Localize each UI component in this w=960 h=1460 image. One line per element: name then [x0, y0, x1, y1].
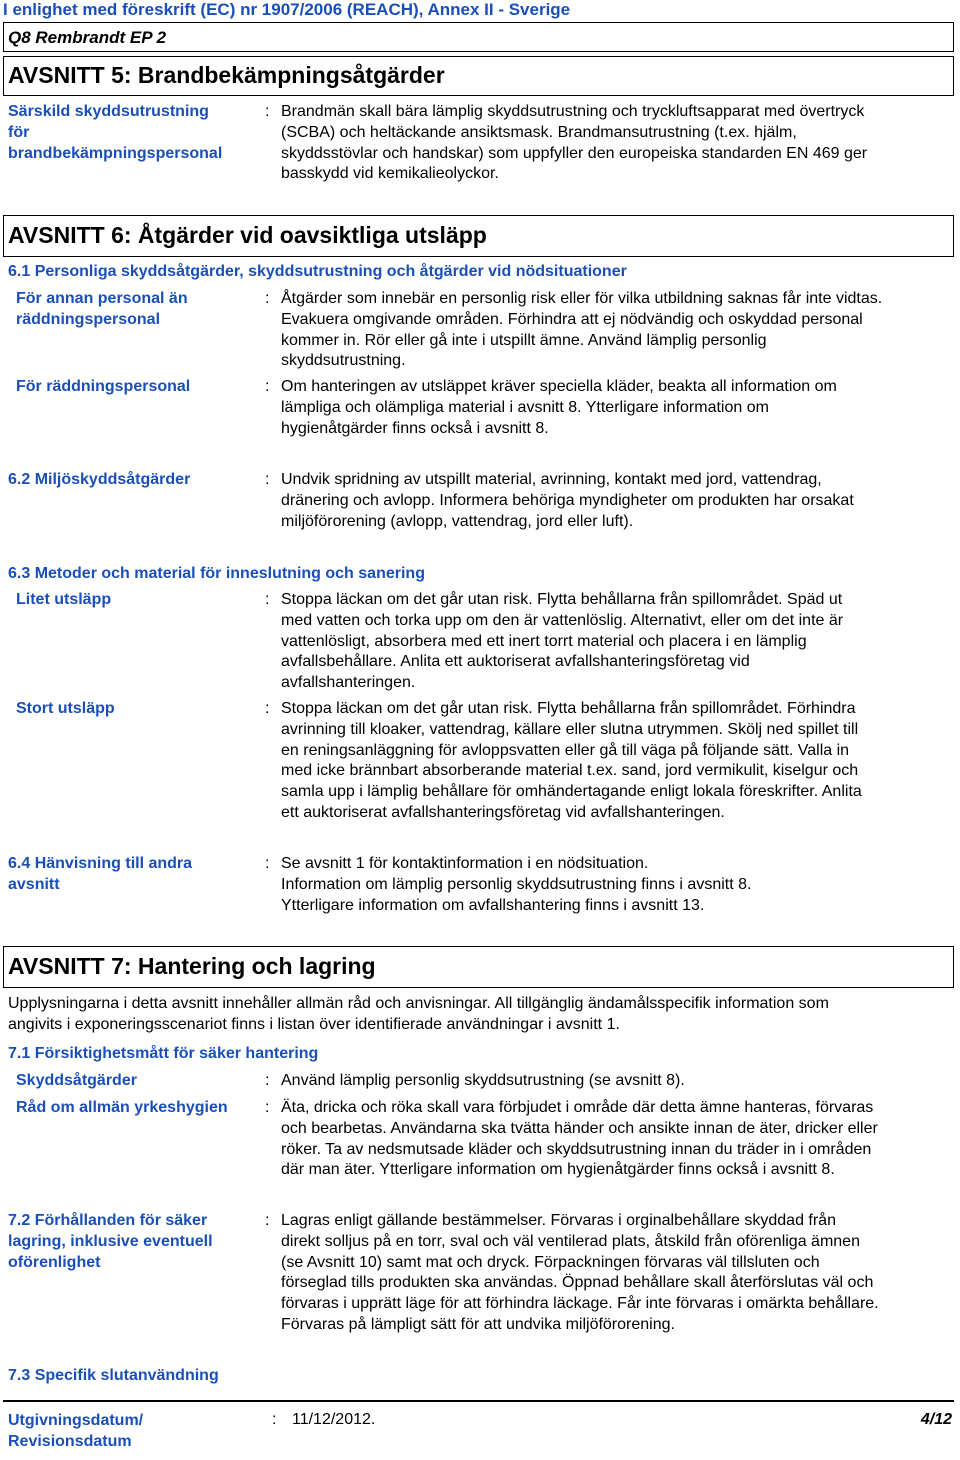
s7-hygiene-label: Råd om allmän yrkeshygien — [16, 1099, 228, 1116]
colon: : — [265, 1072, 270, 1089]
s7-hygiene-text: Äta, dricka och röka skall vara förbjudet i område där detta ämne hanteras, förvaras och bearbetas. Användarna ska tvätta händer och ansikte innan de äter, dricker eller röker. Ta av nedsmutsade kläder och skyddsutrustning innan du träder in i områden där man äter. Ytterligare information om hygienåtgärder finns också i avsnitt 8. — [281, 1099, 878, 1179]
regulation-title: I enlighet med föreskrift (EC) nr 1907/2006 (REACH), Annex II - Sverige — [3, 0, 571, 19]
colon: : — [265, 290, 270, 307]
colon: : — [265, 591, 270, 608]
s6-small-spill-label: Litet utsläpp — [16, 591, 112, 608]
footer-rule — [3, 1400, 954, 1402]
section7-title: AVSNITT 7: Hantering och lagring — [8, 953, 376, 979]
s7-protective-label: Skyddsåtgärder — [16, 1072, 137, 1089]
s6-subheading-6-1: 6.1 Personliga skyddsåtgärder, skyddsutrustning och åtgärder vid nödsituationer — [8, 263, 627, 280]
s7-subheading-7-3: 7.3 Specifik slutanvändning — [8, 1367, 219, 1384]
colon: : — [265, 1099, 270, 1116]
s7-protective-text: Använd lämplig personlig skyddsutrustning (se avsnitt 8). — [281, 1072, 685, 1089]
footer-date: 11/12/2012. — [292, 1411, 376, 1428]
s6-large-spill-label: Stort utsläpp — [16, 700, 115, 717]
page-number: 4/12 — [920, 1411, 952, 1428]
s7-intro-text: Upplysningarna i detta avsnitt innehåller allmän råd och anvisningar. All tillgänglig ändamålsspecifik information som angivits i exponeringsscenariot finns i listan över identifierade användningar i avsnitt 1. — [8, 995, 829, 1033]
s6-large-spill-text: Stoppa läckan om det går utan risk. Flytta behållarna från spillområdet. Förhindra avrinning till kloaker, vattendrag, källare eller slutna utrymmen. Skölj ned spillet till en reningsanläggning för avloppsvatten eller gå till väga på följande sätt. Valla in med icke brännbart absorberande material t.ex. sand, jord vermikulit, kiselgur och samla upp i lämplig behållare för omhändertagande enligt lokala föreskrifter. Anlita ett auktoriserat avfallshanteringsföretag vid avfallshanteringen. — [281, 700, 862, 821]
s6-small-spill-text: Stoppa läckan om det går utan risk. Flytta behållarna från spillområdet. Späd ut med vatten och torka upp om den är vattenlöslig. Alternativt, eller om det inte är vattenlösligt, absorbera med ett inert torrt material och placera i en lämplig avfallsbehållare. Anlita ett auktoriserat avfallshanteringsföretag vid avfallshanteringen. — [281, 591, 844, 692]
s6-reference-label: 6.4 Hänvisning till andra avsnitt — [8, 855, 193, 893]
s6-subheading-6-3: 6.3 Metoder och material för inneslutning och sanering — [8, 565, 425, 582]
s6-env-text: Undvik spridning av utspillt material, avrinning, kontakt med jord, vattendrag, dränering och avlopp. Informera behöriga myndigheter om produkten har orsakat miljöförorening (avlopp, vattendrag, jord eller luft). — [281, 471, 854, 530]
section6-title: AVSNITT 6: Åtgärder vid oavsiktliga utsläpp — [8, 222, 487, 248]
s6-emergency-text: Om hanteringen av utsläppet kräver speciella kläder, beakta all information om lämpliga och olämpliga material i avsnitt 8. Ytterligare information om hygienåtgärder finns också i avsnitt 8. — [281, 378, 837, 437]
s6-env-label: 6.2 Miljöskyddsåtgärder — [8, 471, 191, 488]
s7-storage-label: 7.2 Förhållanden för säker lagring, inklusive eventuell oförenlighet — [8, 1212, 213, 1271]
colon: : — [265, 378, 270, 395]
colon: : — [265, 855, 270, 872]
s6-nonemergency-label: För annan personal än räddningspersonal — [16, 290, 188, 328]
section5-title: AVSNITT 5: Brandbekämpningsåtgärder — [8, 62, 445, 88]
s7-storage-text: Lagras enligt gällande bestämmelser. Förvaras i orginalbehållare skyddad från direkt solljus på en torr, sval och väl ventilerad plats, åtskild från oförenliga ämnen (se Avsnitt 10) samt mat och dryck. Förpackningen förvaras väl tillsluten och förseglad tills produkten ska användas. Öppnad behållare skall återförslutas väl och förvaras i upprätt läge för att förhindra läckage. Får inte förvaras i omärkta behållare. Förvaras på lämpligt sätt för att undvika miljöförorening. — [281, 1212, 879, 1333]
s6-emergency-label: För räddningspersonal — [16, 378, 191, 395]
footer-date-label: Utgivningsdatum/ Revisionsdatum — [8, 1412, 144, 1450]
colon: : — [265, 700, 270, 717]
s6-nonemergency-text: Åtgärder som innebär en personlig risk eller för vilka utbildning saknas får inte vidtas. Evakuera omgivande områden. Förhindra att ej nödvändig och oskyddad personal kommer in. Rör eller gå inte i utspillt ämne. Använd lämplig personlig skyddsutrustning. — [281, 290, 883, 370]
colon: : — [272, 1411, 277, 1428]
product-name: Q8 Rembrandt EP 2 — [8, 28, 167, 47]
s6-reference-text: Se avsnitt 1 för kontaktinformation i en nödsituation. Information om lämplig personlig skyddsutrustning finns i avsnitt 8. Ytterligare information om avfallshantering finns i avsnitt 13. — [281, 855, 752, 914]
s5-firefighter-label: Särskild skyddsutrustning för brandbekämpningspersonal — [8, 103, 223, 162]
colon: : — [265, 1212, 270, 1229]
s7-subheading-7-1: 7.1 Försiktighetsmått för säker hantering — [8, 1045, 319, 1062]
colon: : — [265, 471, 270, 488]
s5-firefighter-text: Brandmän skall bära lämplig skyddsutrustning och tryckluftsapparat med övertryck (SCBA) och heltäckande ansiktsmask. Brandmansutrustning (t.ex. hjälm, skyddsstövlar och handskar) som uppfyller den europeiska standarden EN 469 ger basskydd vid kemikalieolyckor. — [281, 103, 868, 183]
colon: : — [265, 103, 270, 120]
